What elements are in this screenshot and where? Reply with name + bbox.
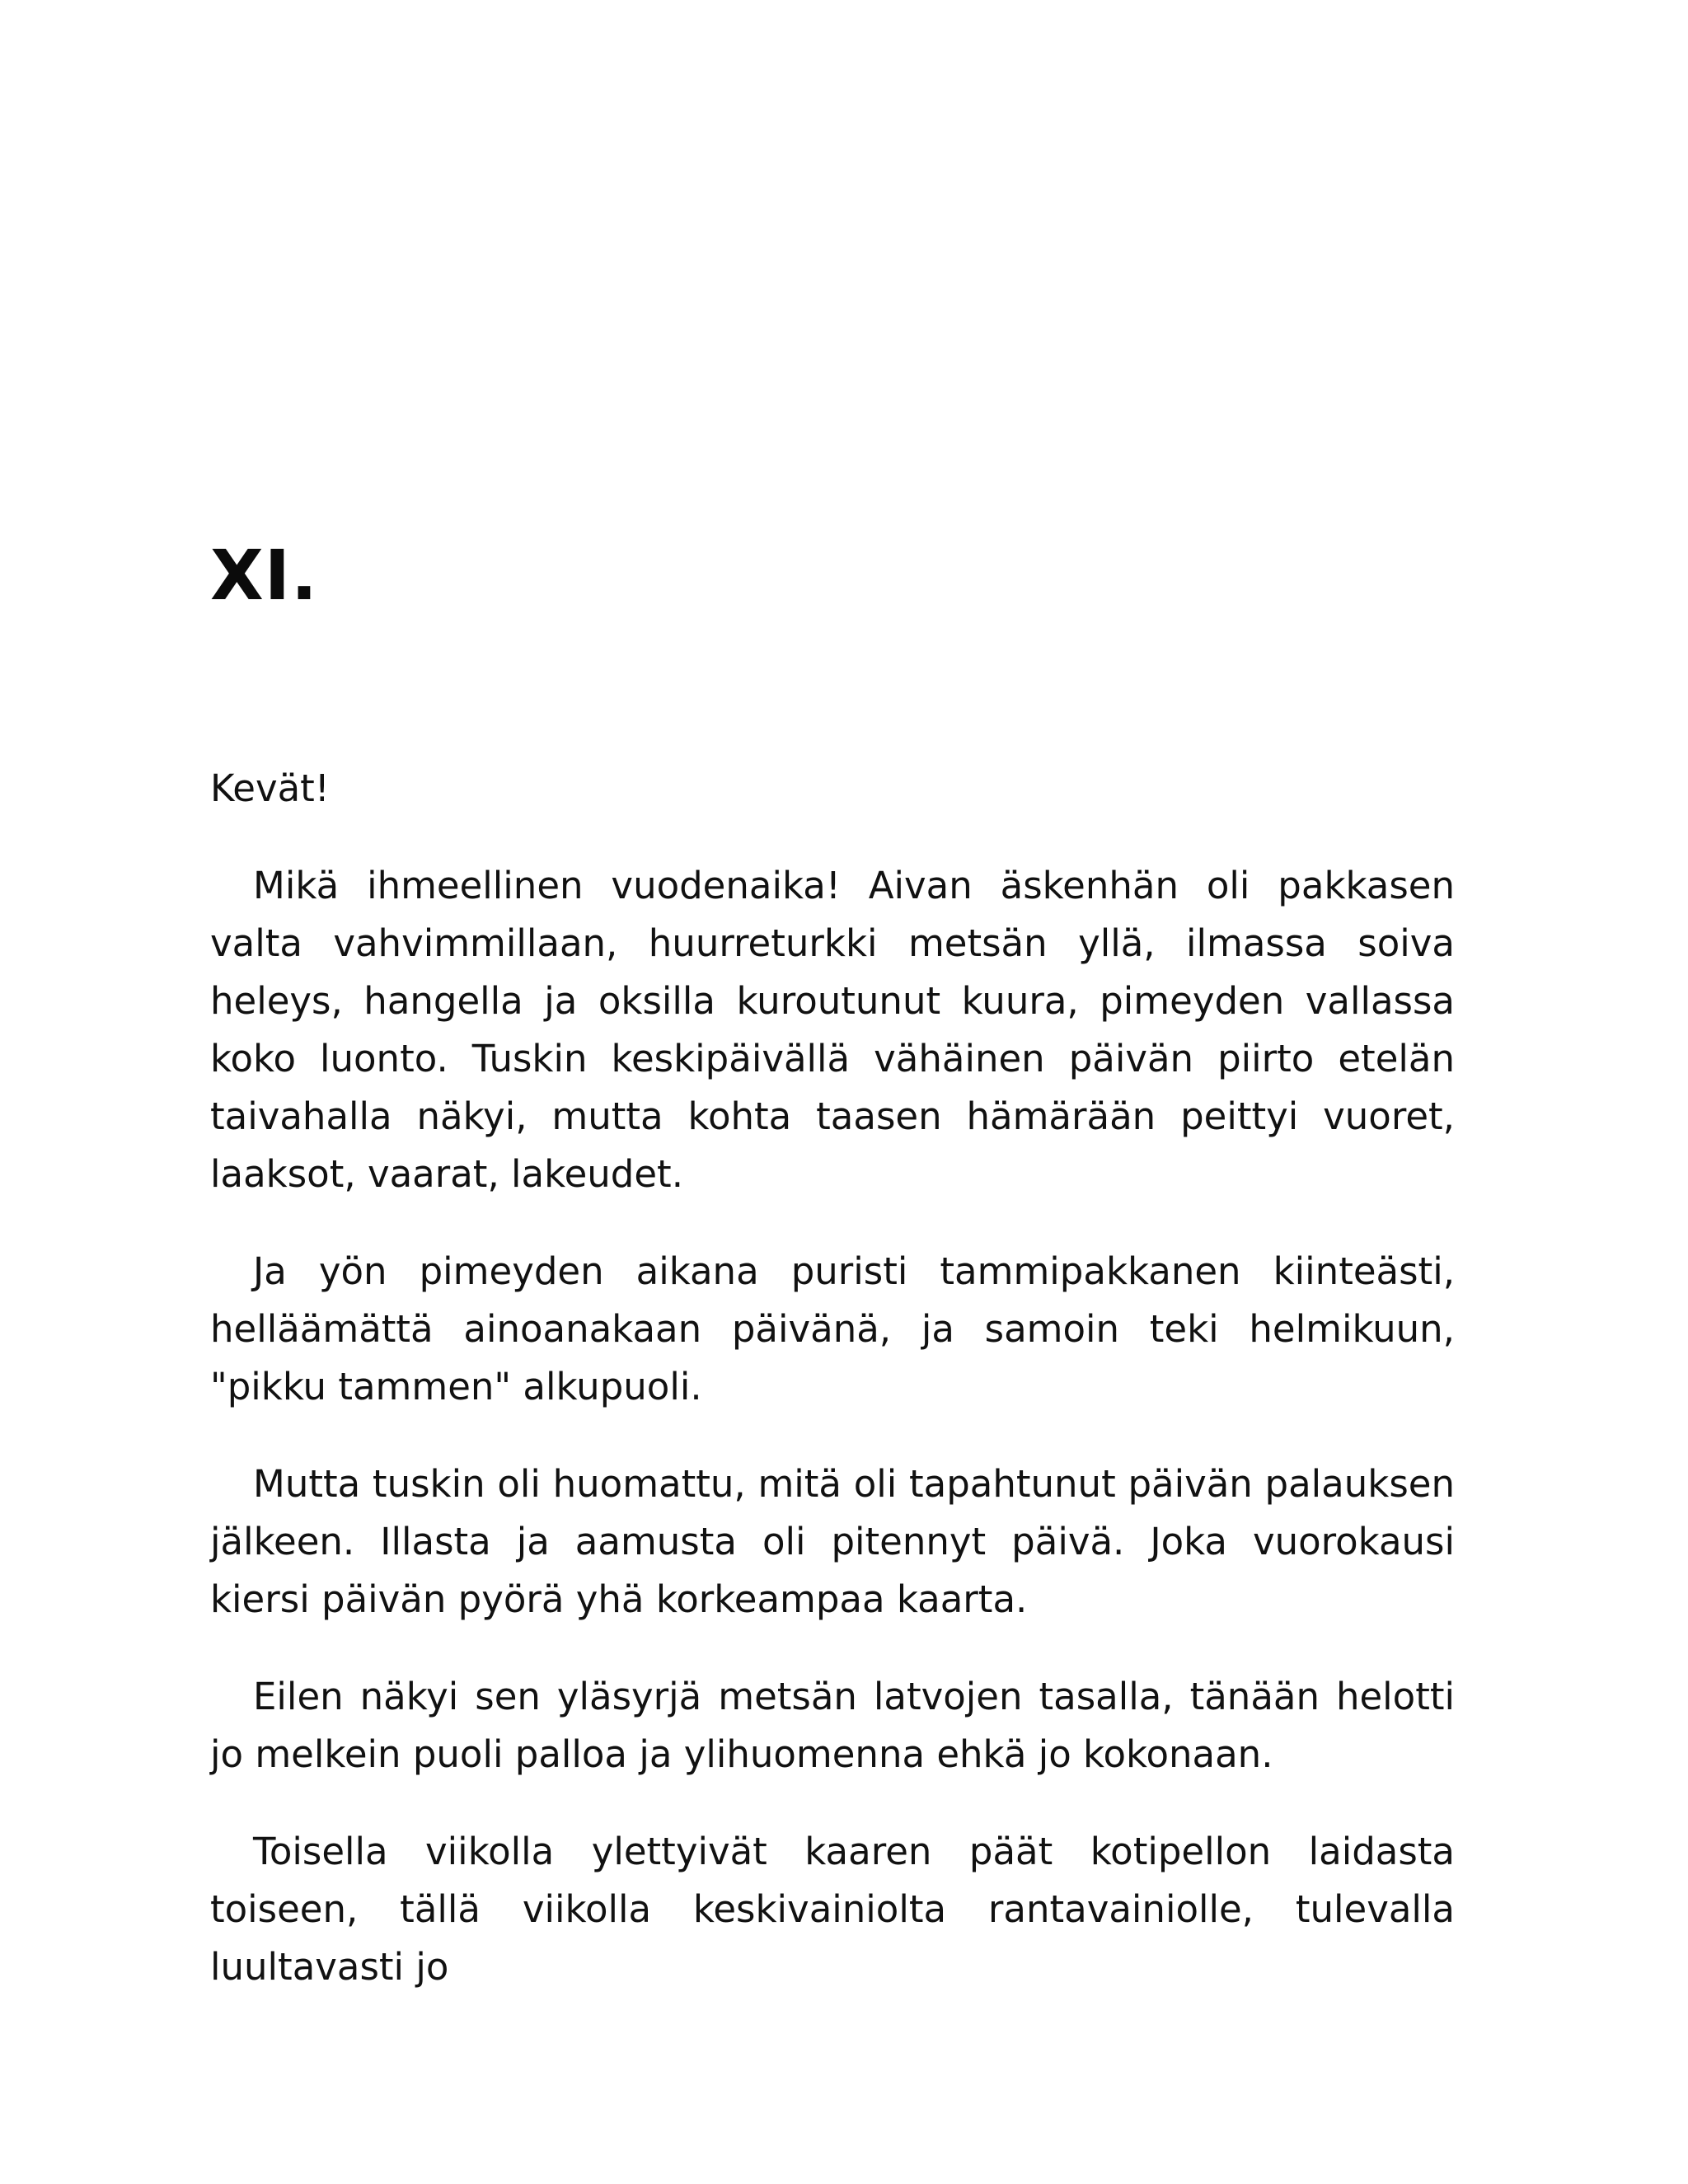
paragraph: Mutta tuskin oli huomattu, mitä oli tapahtunut päivän palauksen jälkeen. Illasta ja aamusta oli pitennyt päivä. Joka vuorokausi kiersi päivän pyörä yhä korkeampaa kaarta.	[210, 1462, 1455, 1621]
paragraph: Ja yön pimeyden aikana puristi tammipakkanen kiinteästi, helläämättä ainoanakaan päivänä, ja samoin teki helmikuun, "pikku tammen" alkupuoli.	[210, 1249, 1455, 1408]
paragraph: Mikä ihmeellinen vuodenaika! Aivan äskenhän oli pakkasen valta vahvimmillaan, huurreturkki metsän yllä, ilmassa soiva heleys, hangella ja oksilla kuroutunut kuura, pimeyden vallassa koko luonto. Tuskin keskipäivällä vähäinen päivän piirto etelän taivahalla näkyi, mutta kohta taasen hämärään peittyi vuoret, laaksot, vaarat, lakeudet.	[210, 864, 1455, 1196]
paragraph: Toisella viikolla ylettyivät kaaren päät kotipellon laidasta toiseen, tällä viikolla keskivainiolta rantavainiolle, tulevalla luultavasti jo	[210, 1830, 1455, 1989]
chapter-heading: XI.	[210, 535, 318, 616]
paragraph: Eilen näkyi sen yläsyrjä metsän latvojen tasalla, tänään helotti jo melkein puoli palloa ja ylihuomenna ehkä jo kokonaan.	[210, 1675, 1455, 1776]
paragraph: Kevät!	[210, 766, 330, 810]
chapter-body	[210, 760, 1455, 2036]
